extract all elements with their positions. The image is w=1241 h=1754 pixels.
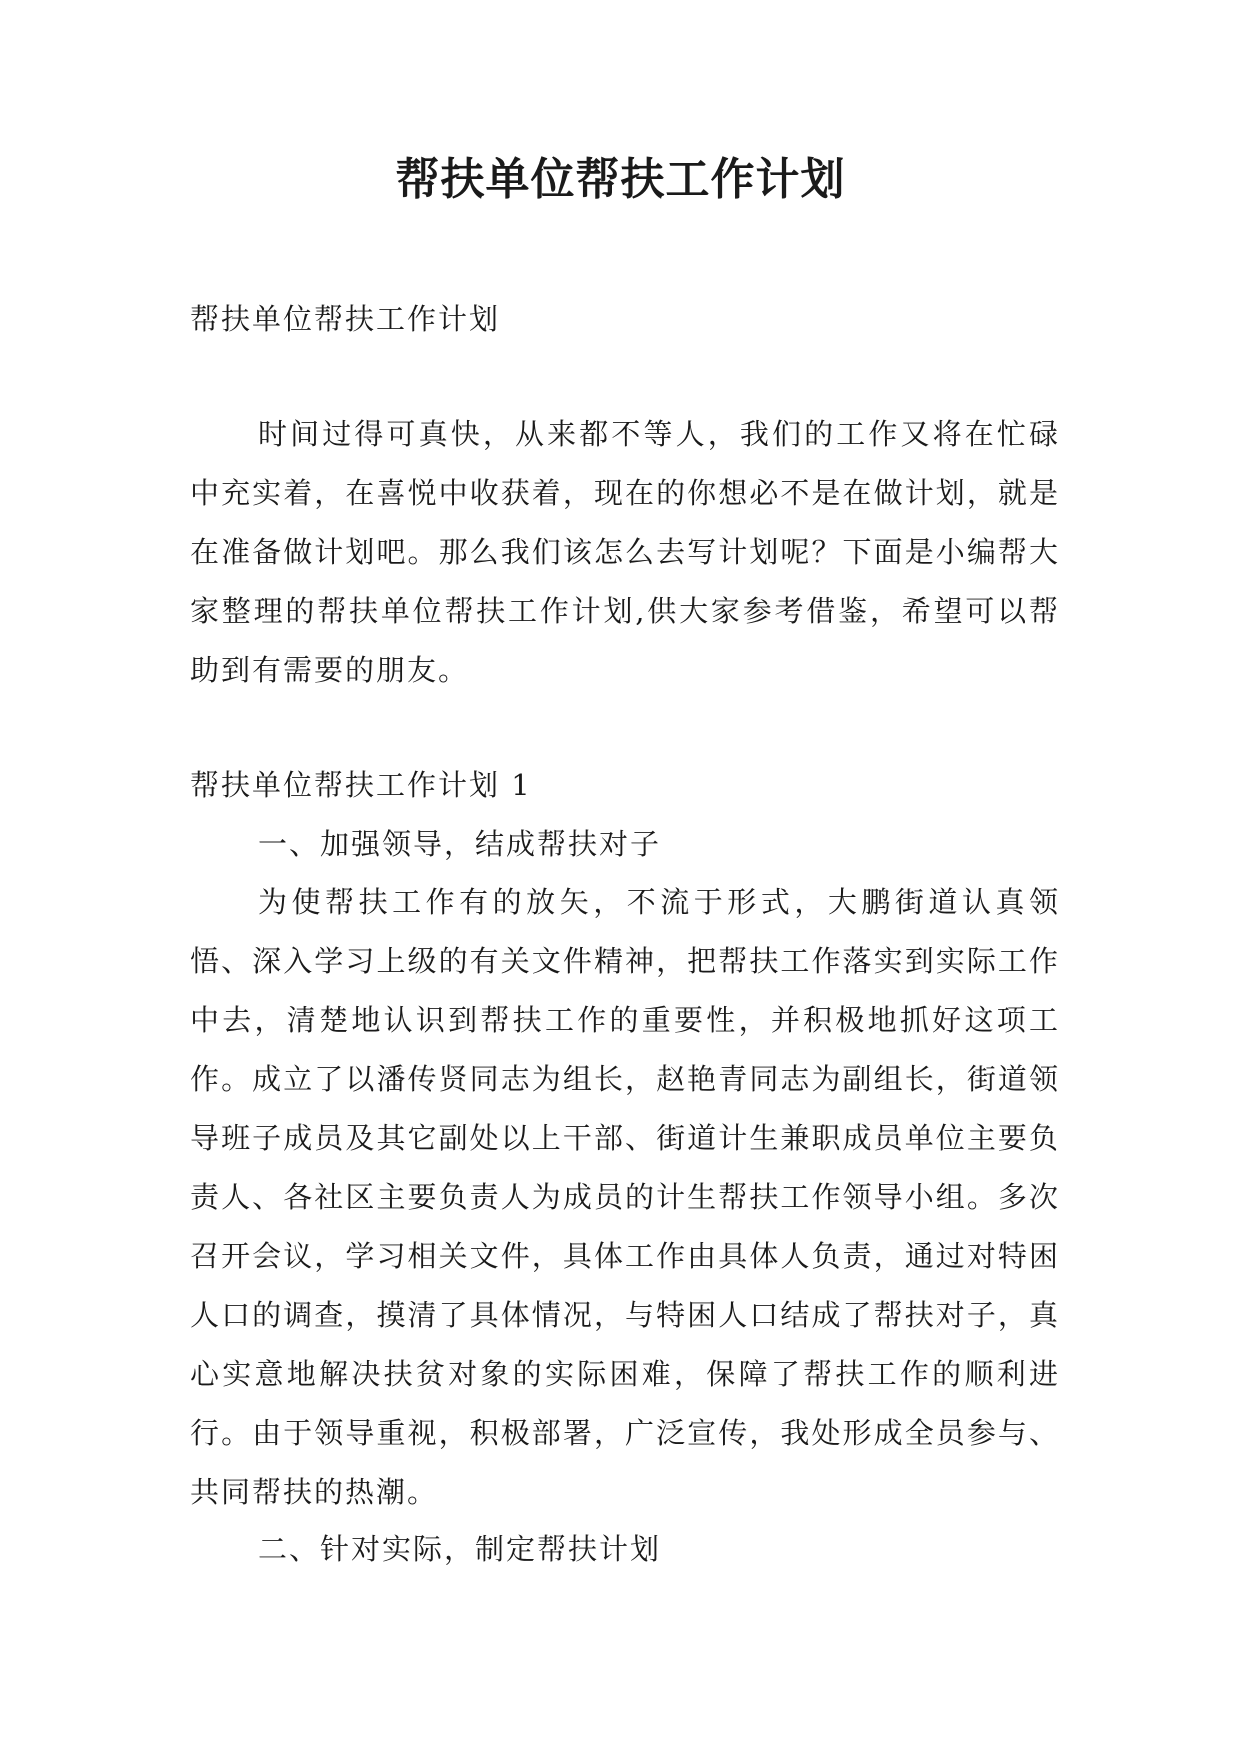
intro-paragraph: 时间过得可真快，从来都不等人，我们的工作又将在忙碌中充实着，在喜悦中收获着，现在的你想必不是在做计划，就是在准备做计划吧。那么我们该怎么去写计划呢？下面是小编帮大家整理的帮扶单位帮扶工作计划,供大家参考借鉴，希望可以帮助到有需要的朋友。 xyxy=(190,417,1060,687)
section-heading-1: 一、加强领导，结成帮扶对子 xyxy=(258,827,662,861)
document-title: 帮扶单位帮扶工作计划 xyxy=(395,154,846,205)
document-subtitle: 帮扶单位帮扶工作计划 xyxy=(190,302,501,336)
section-paragraph-1: 为使帮扶工作有的放矢，不流于形式，大鹏街道认真领悟、深入学习上级的有关文件精神，把帮扶工作落实到实际工作中去，清楚地认识到帮扶工作的重要性，并积极地抓好这项工作。成立了以潘传贤同志为组长，赵艳青同志为副组长，街道领导班子成员及其它副处以上干部、街道计生兼职成员单位主要负责人、各社区主要负责人为成员的计生帮扶工作领导小组。多次召开会议，学习相关文件，具体工作由具体人负责，通过对特困人口的调查，摸清了具体情况，与特困人口结成了帮扶对子，真心实意地解决扶贫对象的实际困难，保障了帮扶工作的顺利进行。由于领导重视，积极部署，广泛宣传，我处形成全员参与、共同帮扶的热潮。 xyxy=(190,885,1060,1509)
section-title: 帮扶单位帮扶工作计划 1 xyxy=(190,768,532,802)
section-heading-2: 二、针对实际，制定帮扶计划 xyxy=(258,1532,662,1566)
